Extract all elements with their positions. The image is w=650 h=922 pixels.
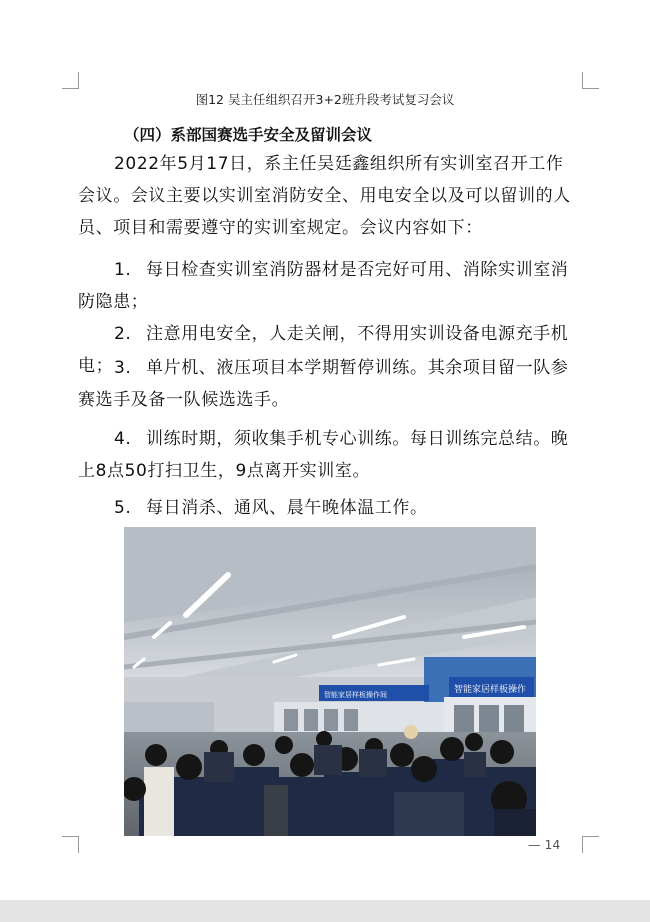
meeting-photo <box>124 527 536 836</box>
list-item-text: 每日检查实训室消防器材是否完好可用、消除实训室消防隐患； <box>78 260 569 312</box>
banner-right-text: 智能家居样板操作 <box>454 685 527 695</box>
intro-paragraph: 2022年5月17日，系主任吴廷鑫组织所有实训室召开工作会议。会议主要以实训室消防安全、用电安全以及可以留训的人员、项目和需要遵守的实训室规定。会议内容如下： <box>78 154 571 238</box>
figure-caption: 图12 吴主任组织召开3+2班升段考试复习会议 <box>195 92 455 107</box>
list-item <box>78 492 578 524</box>
list-item-text: 训练时期，须收集手机专心训练。每日训练完总结。晚上8点50打扫卫生，9点离开实训室。 <box>78 429 569 481</box>
crop-mark-bottom-right <box>582 836 599 853</box>
list-item <box>78 352 578 416</box>
list-item-text: 注意用电安全，人走关闸，不得用实训设备电源充手机电； <box>78 324 569 376</box>
crop-mark-bottom-left <box>62 836 79 853</box>
viewer-bottom-strip <box>0 900 650 922</box>
list-item <box>78 254 578 318</box>
crop-mark-top-left <box>62 72 79 89</box>
banner-mid-text: 智能家居样板操作间 <box>324 691 387 699</box>
list-item-number: 3. <box>114 358 132 378</box>
list-item-text: 每日消杀、通风、晨午晚体温工作。 <box>146 498 428 518</box>
list-item-number: 4. <box>114 429 132 449</box>
crop-mark-top-right <box>582 72 599 89</box>
meeting-photo-illustration <box>124 527 536 836</box>
list-item-number: 2. <box>114 324 132 344</box>
list-item <box>78 423 578 487</box>
list-item-number: 5. <box>114 498 132 518</box>
list-item-text: 单片机、液压项目本学期暂停训练。其余项目留一队参赛选手及备一队候选选手。 <box>78 358 569 410</box>
page-number: — 14 <box>528 837 561 852</box>
list-item-number: 1. <box>114 260 132 280</box>
section-heading: （四）系部国赛选手安全及留训会议 <box>124 125 373 144</box>
